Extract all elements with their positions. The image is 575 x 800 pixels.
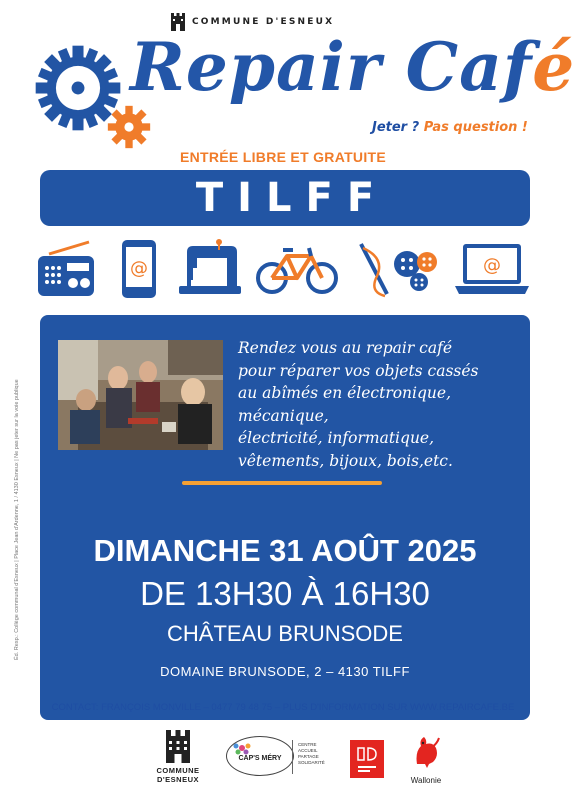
wallonie-logo	[404, 734, 448, 787]
slogan	[372, 120, 528, 135]
commune-logo-line2: D'ESNEUX	[156, 775, 200, 784]
flower-icon	[227, 741, 257, 755]
caps-tagline-line: ACCUEIL	[298, 748, 318, 753]
publisher-credit: Éd. Resp.: Collège communal d'Esneux | Place Jean d'Ardenne, 1 / 4130 Esneux | Ne pas jeter sur la voie publique	[14, 379, 20, 660]
divider	[182, 481, 382, 485]
caps-tagline-line: SOLIDARITÉ	[298, 760, 325, 765]
bicycle-icon	[255, 238, 339, 300]
rooster-icon	[411, 734, 441, 768]
buttons-icon	[391, 238, 439, 300]
repair-cafe-photo	[58, 340, 223, 450]
event-description	[238, 337, 528, 472]
town-banner	[40, 170, 530, 226]
commune-esneux-logo	[148, 728, 208, 784]
caps-mery-logo	[226, 736, 294, 776]
contact-info: CONTACT: FRANÇOIS MONVILLE – 0477 79 48 75 – PLUS D'INFORMATION SUR WWW.REPAIRCAFE.BE	[51, 702, 515, 713]
sewing-machine-icon	[175, 238, 245, 300]
description-line: Rendez vous au repair café	[238, 339, 452, 357]
laptop-icon	[453, 238, 531, 300]
repair-icons-row	[35, 238, 535, 302]
commune-logo-line1: COMMUNE	[156, 766, 200, 775]
svg-text:@: @	[130, 258, 148, 279]
event-address: DOMAINE BRUNSODE, 2 – 4130 TILFF	[160, 664, 410, 679]
caps-tagline-line: CENTRE	[298, 742, 317, 747]
description-line: au abîmés en électronique, mécanique,	[238, 384, 452, 425]
town-name: TILFF	[195, 175, 389, 221]
title-accent: é	[532, 28, 575, 106]
radio-icon	[35, 238, 97, 300]
page-title	[130, 28, 575, 106]
title-main: Repair Caf	[130, 28, 533, 106]
description-line: électricité, informatique,	[238, 429, 435, 447]
entry-notice: ENTRÉE LIBRE ET GRATUITE	[179, 149, 387, 165]
needle-thread-icon	[355, 238, 395, 300]
smartphone-icon	[119, 238, 159, 300]
partner-red-logo	[350, 740, 384, 778]
slogan-part1: Jeter ?	[372, 120, 424, 135]
wallonie-label: Wallonie	[410, 776, 442, 785]
small-gear-icon	[106, 104, 152, 150]
event-date: DIMANCHE 31 AOÛT 2025	[93, 533, 477, 568]
event-venue: CHÂTEAU BRUNSODE	[167, 621, 403, 646]
sponsor-logos	[0, 728, 566, 798]
slogan-part2: Pas question !	[423, 120, 528, 135]
logo-divider	[292, 740, 293, 774]
caps-tagline	[298, 742, 325, 766]
event-time: DE 13H30 À 16H30	[140, 575, 430, 612]
castle-icon	[164, 728, 192, 764]
description-line: pour réparer vos objets cassés	[238, 361, 479, 380]
caps-tagline-line: PARTAGE	[298, 754, 319, 759]
commune-label: COMMUNE D'ESNEUX	[192, 17, 335, 27]
svg-text:@: @	[483, 255, 501, 276]
description-line: vêtements, bijoux, bois,etc.	[238, 451, 453, 470]
event-panel	[40, 315, 530, 720]
caps-name: CAP'S MÉRY	[238, 755, 282, 762]
